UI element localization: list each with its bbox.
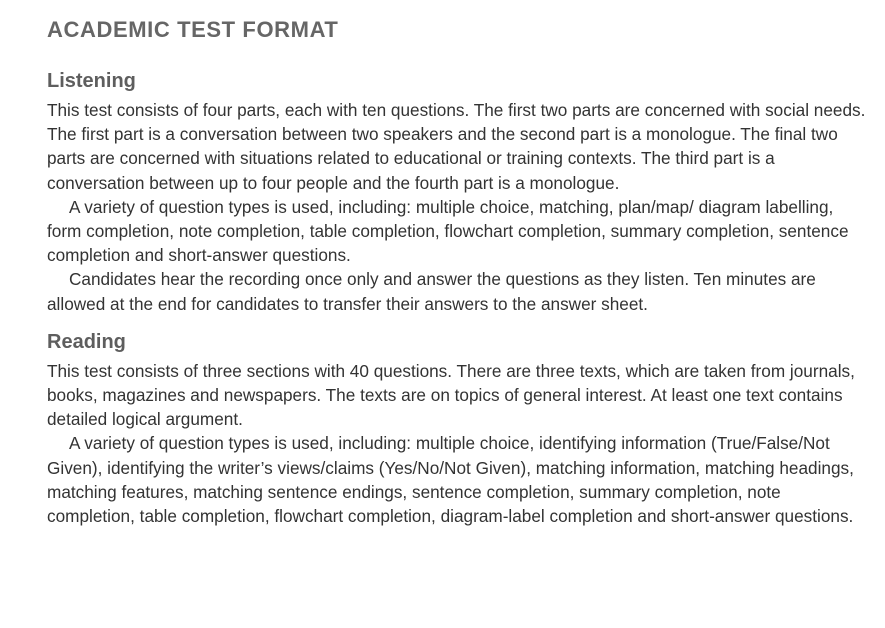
reading-paragraph-2: A variety of question types is used, including: multiple choice, identifying information (True/False/Not Given), identifying the writer’s views/claims (Yes/No/Not Given), matching information, matching headings, matching features, matching sentence endings, sentence completion, summary completion, note completion, table completion, flowchart completion, diagram-label completion and short-answer questions. [47, 433, 854, 527]
listening-paragraph-3: Candidates hear the recording once only and answer the questions as they listen. Ten minutes are allowed at the end for candidates to transfer their answers to the answer sheet. [47, 269, 816, 314]
page-title: ACADEMIC TEST FORMAT [47, 17, 339, 42]
listening-paragraph-2: A variety of question types is used, including: multiple choice, matching, plan/map/ diagram labelling, form completion, note completion, table completion, flowchart completion, summary completion, sentence completion and short-answer questions. [47, 196, 849, 266]
section-heading-reading: Reading [47, 330, 126, 353]
section-body-reading [47, 359, 867, 528]
section-reading [47, 329, 867, 528]
section-body-listening [47, 98, 867, 316]
reading-paragraph-1: This test consists of three sections with 40 questions. There are three texts, which are taken from journals, books, magazines and newspapers. The texts are on topics of general interest. At least one text contains detailed logical argument. [47, 360, 855, 430]
section-heading-listening: Listening [47, 70, 136, 92]
listening-paragraph-1: This test consists of four parts, each with ten questions. The first two parts are concerned with social needs. The first part is a conversation between two speakers and the second part is a monologue. The final two parts are concerned with situations related to educational or training contexts. The third part is a conversation between up to four people and the fourth part is a monologue. [47, 100, 866, 193]
section-listening [47, 68, 867, 316]
document-page [47, 16, 867, 528]
